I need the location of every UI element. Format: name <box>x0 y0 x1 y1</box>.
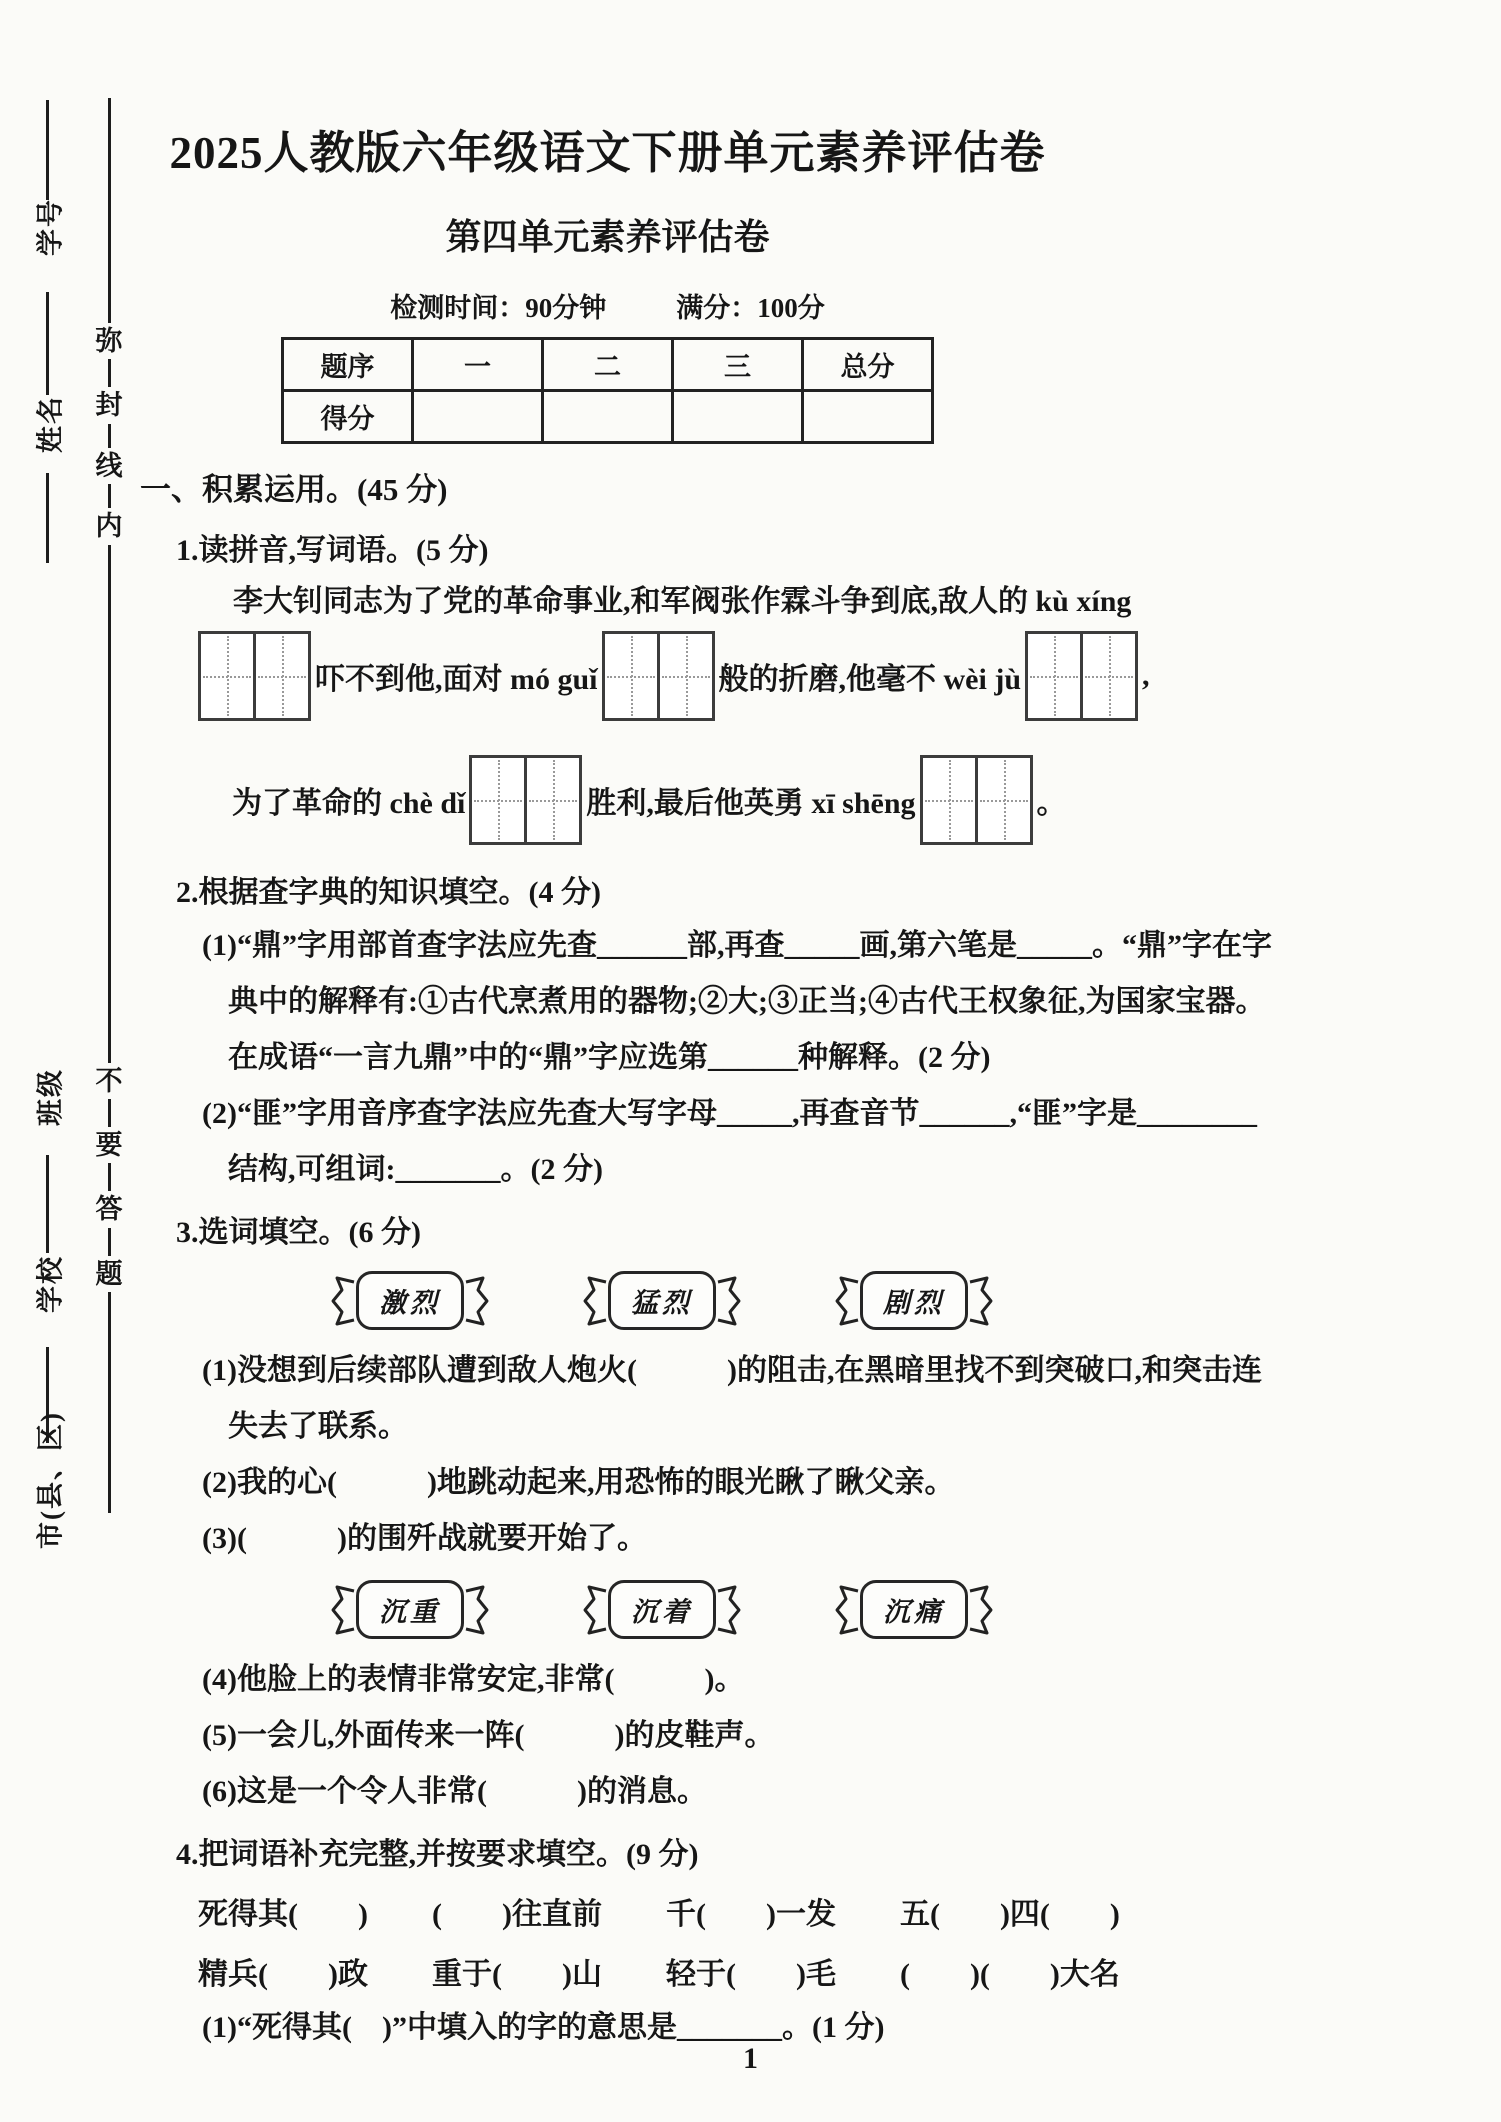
seal-text-char: 题 <box>95 1258 123 1289</box>
seal-line-segment <box>108 359 111 387</box>
candy-word-label <box>330 1580 490 1639</box>
candy-word-label <box>834 1271 994 1330</box>
seal-line-segment <box>108 1228 111 1256</box>
q2-line: 在成语“一言九鼎”中的“鼎”字应选第______种解释。(2 分) <box>228 1041 991 1074</box>
q4-idiom: 千( )一发 <box>665 1898 836 1931</box>
candy-left-wing-icon <box>330 1275 356 1327</box>
score-table-score-row <box>283 391 933 443</box>
score-empty-cell <box>543 391 673 443</box>
q4-idiom: 精兵( )政 <box>198 1958 368 1991</box>
student-field-blank-line <box>46 100 49 200</box>
candy-right-wing-icon <box>716 1275 742 1327</box>
q2-line: (1)“鼎”字用部首查字法应先查______部,再查_____画,第六笔是_____。“鼎”字在字 <box>202 929 1272 962</box>
q4-idiom-row <box>198 1949 1480 1993</box>
score-table-header-cell: 三 <box>673 339 803 391</box>
writing-grid-cell <box>975 758 1030 842</box>
candy-word-text: 沉着 <box>608 1580 716 1639</box>
score-empty-cell <box>803 391 933 443</box>
score-table-header-cell: 一 <box>413 339 543 391</box>
exam-info-line <box>140 286 1075 325</box>
candy-right-wing-icon <box>464 1275 490 1327</box>
writing-grid-box <box>198 631 311 721</box>
candy-left-wing-icon <box>582 1275 608 1327</box>
q2-line: 结构,可组词:_______。(2 分) <box>228 1153 603 1186</box>
score-table <box>281 337 934 444</box>
student-field-label: 班级 <box>35 1068 66 1126</box>
student-field-blank-line <box>46 473 49 563</box>
main-content <box>140 0 1480 2049</box>
candy-word-text: 沉重 <box>356 1580 464 1639</box>
candy-left-wing-icon <box>330 1584 356 1636</box>
q3-item: (5)一会儿,外面传来一阵( )的皮鞋声。 <box>202 1719 775 1752</box>
q2-line: 典中的解释有:①古代烹煮用的器物;②大;③正当;④古代王权象征,为国家宝器。 <box>228 985 1266 1018</box>
q1-text-segment: 吓不到他,面对 mó guǐ <box>315 663 598 696</box>
student-field-label: 姓名 <box>35 395 66 453</box>
score-table-header-cell: 题序 <box>283 339 413 391</box>
candy-right-wing-icon <box>968 1584 994 1636</box>
seal-line-segment <box>108 545 111 1063</box>
candy-right-wing-icon <box>464 1584 490 1636</box>
q3-item: (2)我的心( )地跳动起来,用恐怖的眼光瞅了瞅父亲。 <box>202 1466 955 1499</box>
candy-left-wing-icon <box>834 1275 860 1327</box>
q4-idiom: ( )( )大名 <box>899 1958 1120 1991</box>
student-field-label: 市(县、区) <box>35 1411 66 1549</box>
seal-line-segment <box>108 1292 111 1513</box>
seal-line-rail <box>92 98 126 1513</box>
score-table-header-cell: 总分 <box>803 339 933 391</box>
writing-grid-box <box>602 631 715 721</box>
candy-word-text: 猛烈 <box>608 1271 716 1330</box>
seal-text-char: 内 <box>95 511 123 542</box>
candy-word-label <box>834 1580 994 1639</box>
writing-grid-box <box>469 755 582 845</box>
q1-paragraph-line2 <box>198 631 1480 721</box>
candy-right-wing-icon <box>968 1275 994 1327</box>
writing-grid-box <box>1025 631 1138 721</box>
q3-item: (4)他脸上的表情非常安定,非常( )。 <box>202 1663 745 1696</box>
writing-grid-cell <box>253 634 308 718</box>
seal-line-segment <box>108 1163 111 1191</box>
score-row-label-cell: 得分 <box>283 391 413 443</box>
candy-right-wing-icon <box>716 1584 742 1636</box>
q4-idiom: 五( )四( ) <box>899 1898 1120 1931</box>
writing-grid-cell <box>201 634 253 718</box>
candy-word-label <box>582 1580 742 1639</box>
unit-subtitle: 第四单元素养评估卷 <box>445 217 770 257</box>
q1-paragraph-line3 <box>198 755 1480 845</box>
q1-text-segment: 般的折磨,他毫不 wèi jù <box>718 663 1022 696</box>
full-score-text: 满分：100分 <box>676 293 825 323</box>
q3-word-options-group2 <box>330 1580 1480 1639</box>
q3-item-continuation: 失去了联系。 <box>228 1410 408 1443</box>
student-field-blank-line <box>46 292 49 395</box>
score-table-header-cell: 二 <box>543 339 673 391</box>
writing-grid-cell <box>657 634 712 718</box>
seal-text-char: 不 <box>95 1065 123 1096</box>
score-empty-cell <box>413 391 543 443</box>
score-table-header-row <box>283 339 933 391</box>
seal-text-char: 答 <box>95 1194 123 1225</box>
q3-item: (1)没想到后续部队遭到敌人炮火( )的阻击,在黑暗里找不到突破口,和突击连 <box>202 1354 1262 1387</box>
writing-grid-cell <box>524 758 579 842</box>
q2-line: (2)“匪”字用音序查字法应先查大写字母_____,再查音节______,“匪”字是________ <box>202 1097 1257 1130</box>
paper-title: 2025人教版六年级语文下册单元素养评估卷 <box>169 128 1046 178</box>
student-info-rail <box>22 0 74 2122</box>
q4-idiom: 轻于( )毛 <box>665 1958 836 1991</box>
q3-word-options-group1 <box>330 1271 1480 1330</box>
seal-line-segment <box>108 98 111 323</box>
student-field-blank-line <box>46 1155 49 1253</box>
exam-time-text: 检测时间：90分钟 <box>390 293 607 323</box>
seal-text-char: 封 <box>95 390 123 421</box>
seal-text-char: 要 <box>95 1129 123 1160</box>
q4-idiom: 重于( )山 <box>431 1958 602 1991</box>
candy-word-label <box>582 1271 742 1330</box>
candy-word-text: 沉痛 <box>860 1580 968 1639</box>
candy-word-text: 激烈 <box>356 1271 464 1330</box>
q2-title: 2.根据查字典的知识填空。(4 分) <box>176 876 601 909</box>
q3-item: (6)这是一个令人非常( )的消息。 <box>202 1775 707 1808</box>
candy-left-wing-icon <box>834 1584 860 1636</box>
q4-title: 4.把词语补充完整,并按要求填空。(9 分) <box>176 1838 699 1871</box>
q1-title: 1.读拼音,写词语。(5 分) <box>176 534 489 567</box>
page-number: 1 <box>743 2042 758 2075</box>
seal-text-char: 线 <box>95 450 123 481</box>
paper-header <box>140 116 1075 444</box>
q4-idiom-row <box>198 1889 1480 1933</box>
student-field-label: 学号 <box>35 198 66 256</box>
candy-left-wing-icon <box>582 1584 608 1636</box>
writing-grid-cell <box>1080 634 1135 718</box>
q4-idiom: ( )往直前 <box>431 1898 602 1931</box>
candy-word-text: 剧烈 <box>860 1271 968 1330</box>
q4-subquestion: (1)“死得其( )”中填入的字的意思是_______。(1 分) <box>202 2011 885 2044</box>
q1-punctuation: 。 <box>1036 787 1067 820</box>
q1-text-segment: 为了革命的 chè dǐ <box>232 787 466 820</box>
q3-title: 3.选词填空。(6 分) <box>176 1216 421 1249</box>
writing-grid-box <box>920 755 1033 845</box>
writing-grid-cell <box>1028 634 1080 718</box>
writing-grid-cell <box>605 634 657 718</box>
seal-line-segment <box>108 484 111 508</box>
writing-grid-cell <box>472 758 524 842</box>
q1-punctuation: , <box>1142 659 1150 692</box>
section-one-heading: 一、积累运用。(45 分) <box>140 472 448 507</box>
seal-line-segment <box>108 424 111 448</box>
seal-line-segment <box>108 1099 111 1127</box>
student-field-label: 学校 <box>35 1255 66 1313</box>
candy-word-label <box>330 1271 490 1330</box>
score-empty-cell <box>673 391 803 443</box>
writing-grid-cell <box>923 758 975 842</box>
q3-item: (3)( )的围歼战就要开始了。 <box>202 1522 647 1555</box>
q1-text-segment: 胜利,最后他英勇 xī shēng <box>586 787 916 820</box>
q4-idiom: 死得其( ) <box>198 1898 368 1931</box>
seal-text-char: 弥 <box>95 326 123 356</box>
q1-paragraph-line1: 李大钊同志为了党的革命事业,和军阀张作霖斗争到底,敌人的 kù xíng <box>233 585 1132 618</box>
